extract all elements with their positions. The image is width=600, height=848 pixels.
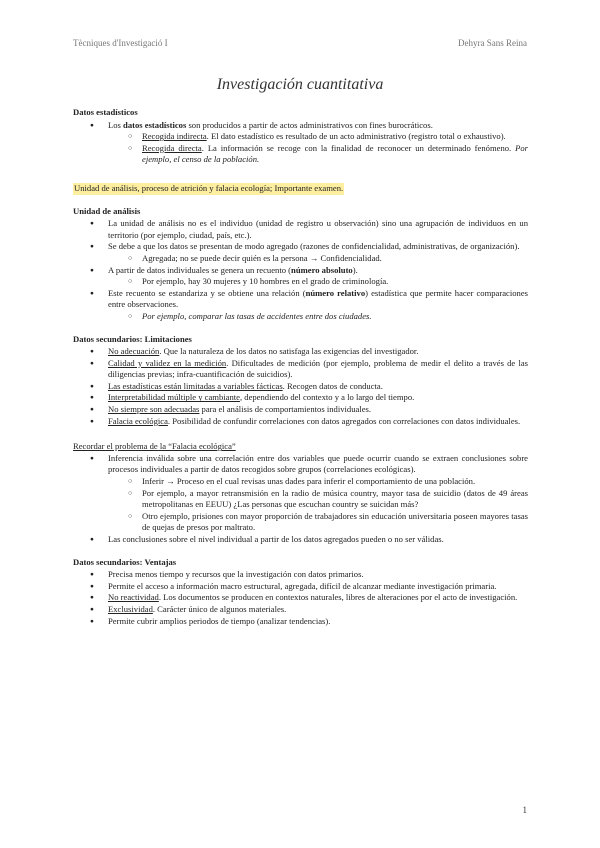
list-item: ○ Recogida indirecta. El dato estadístico es resultado de un acto administrativo (registro total o exhaustivo). <box>73 131 528 143</box>
list-datos-estadisticos <box>73 120 528 166</box>
list-item: ● No adecuación. Que la naturaleza de los datos no satisfaga las exigencias del investigador. <box>73 346 528 358</box>
list-limitaciones <box>73 346 528 427</box>
list-item: ● No reactividad. Los documentos se producen en contextos naturales, libres de alteraciones por el acto de investigación. <box>73 592 528 604</box>
document-body <box>73 107 528 627</box>
page-title: Investigación cuantitativa <box>216 76 384 93</box>
list-item: ● Interpretabilidad múltiple y cambiante, dependiendo del contexto y a lo largo del tiempo. <box>73 392 528 404</box>
section-heading-datos-estadisticos: Datos estadísticos <box>73 107 138 117</box>
list-falacia-ecologica <box>73 453 528 546</box>
list-item: ● Permite el acceso a información macro estructural, agregada, difícil de alcanzar mediante investigación primaria. <box>73 581 528 593</box>
list-item: ● Este recuento se estandariza y se obtiene una relación (número relativo) estadística que permite hacer comparaciones entre observaciones. <box>73 288 528 311</box>
header-left: Tècniques d'Investigació I <box>73 38 168 48</box>
list-item: ○ Agregada; no se puede decir quién es la persona → Confidencialidad. <box>73 253 528 265</box>
list-item: ● Inferencia inválida sobre una correlación entre dos variables que puede ocurrir cuando se extraen conclusiones sobre procesos individuales a partir de datos recogidos sobre grupos (correlaciones ecológicas). <box>73 453 528 476</box>
header-right: Dehyra Sans Reina <box>458 38 527 48</box>
section-heading-ventajas: Datos secundarios: Ventajas <box>73 556 177 567</box>
list-item: ● Las estadísticas están limitadas a variables fácticas. Recogen datos de conducta. <box>73 381 528 393</box>
section-heading-falacia-ecologica: Recordar el problema de la “Falacia ecológica” <box>73 441 236 452</box>
list-item: ○ Por ejemplo, comparar las tasas de accidentes entre dos ciudades. <box>73 311 528 323</box>
list-ventajas <box>73 569 528 627</box>
list-item: ● Las conclusiones sobre el nivel individual a partir de los datos agregados pueden o no ser válidas. <box>73 534 528 546</box>
list-item: ● Se debe a que los datos se presentan de modo agregado (razones de confidencialidad, administrativas, de organización). <box>73 241 528 253</box>
highlighted-note: Unidad de análisis, proceso de atrición y falacia ecología; Importante examen. <box>74 182 344 193</box>
list-item: ○ Otro ejemplo, prisiones con mayor proporción de trabajadores sin educación universitaria poseen mayores tasas de quejas de presos por maltrato. <box>73 511 528 534</box>
list-item: ● Permite cubrir amplios periodos de tiempo (analizar tendencias). <box>73 616 528 628</box>
section-heading-limitaciones: Datos secundarios: Limitaciones <box>73 333 192 344</box>
list-item: ● Exclusividad. Carácter único de algunos materiales. <box>73 604 528 616</box>
list-item: ● Los datos estadísticos son producidos a partir de actos administrativos con fines burocráticos. <box>73 120 528 132</box>
list-item: ○ Recogida directa. La información se recoge con la finalidad de reconocer un determinado fenómeno. Por ejemplo, el censo de la población. <box>73 143 528 166</box>
section-heading-unidad-analisis: Unidad de análisis <box>73 205 141 216</box>
list-item: ● Calidad y validez en la medición. Dificultades de medición (por ejemplo, problema de medir el delito a través de las diligencias previas; infra-cuantificación de suicidios). <box>73 358 528 381</box>
list-item: ○ Inferir → Proceso en el cual revisas unas dades para inferir el comportamiento de una población. <box>73 476 528 488</box>
list-item: ● No siempre son adecuadas para el análisis de comportamientos individuales. <box>73 404 528 416</box>
page-number: 1 <box>522 805 527 815</box>
list-item: ● La unidad de análisis no es el individuo (unidad de registro u observación) sino una agrupación de individuos en un territorio (por ejemplo, ciudad, país, etc.). <box>73 218 528 241</box>
list-item: ● A partir de datos individuales se genera un recuento (número absoluto). <box>73 265 528 277</box>
list-item: ● Falacia ecológica. Posibilidad de confundir correlaciones con datos agregados con correlaciones con datos individuales. <box>73 416 528 428</box>
list-item: ○ Por ejemplo, hay 30 mujeres y 10 hombres en el grado de criminología. <box>73 276 528 288</box>
list-item: ○ Por ejemplo, a mayor retransmisión en la radio de música country, mayor tasa de suicidio (datos de 49 áreas metropolitanas en EEUU) ¿Las personas que escuchan country se suicidan más? <box>73 488 528 511</box>
list-item: ● Precisa menos tiempo y recursos que la investigación con datos primarios. <box>73 569 528 581</box>
list-unidad-analisis <box>73 218 528 322</box>
